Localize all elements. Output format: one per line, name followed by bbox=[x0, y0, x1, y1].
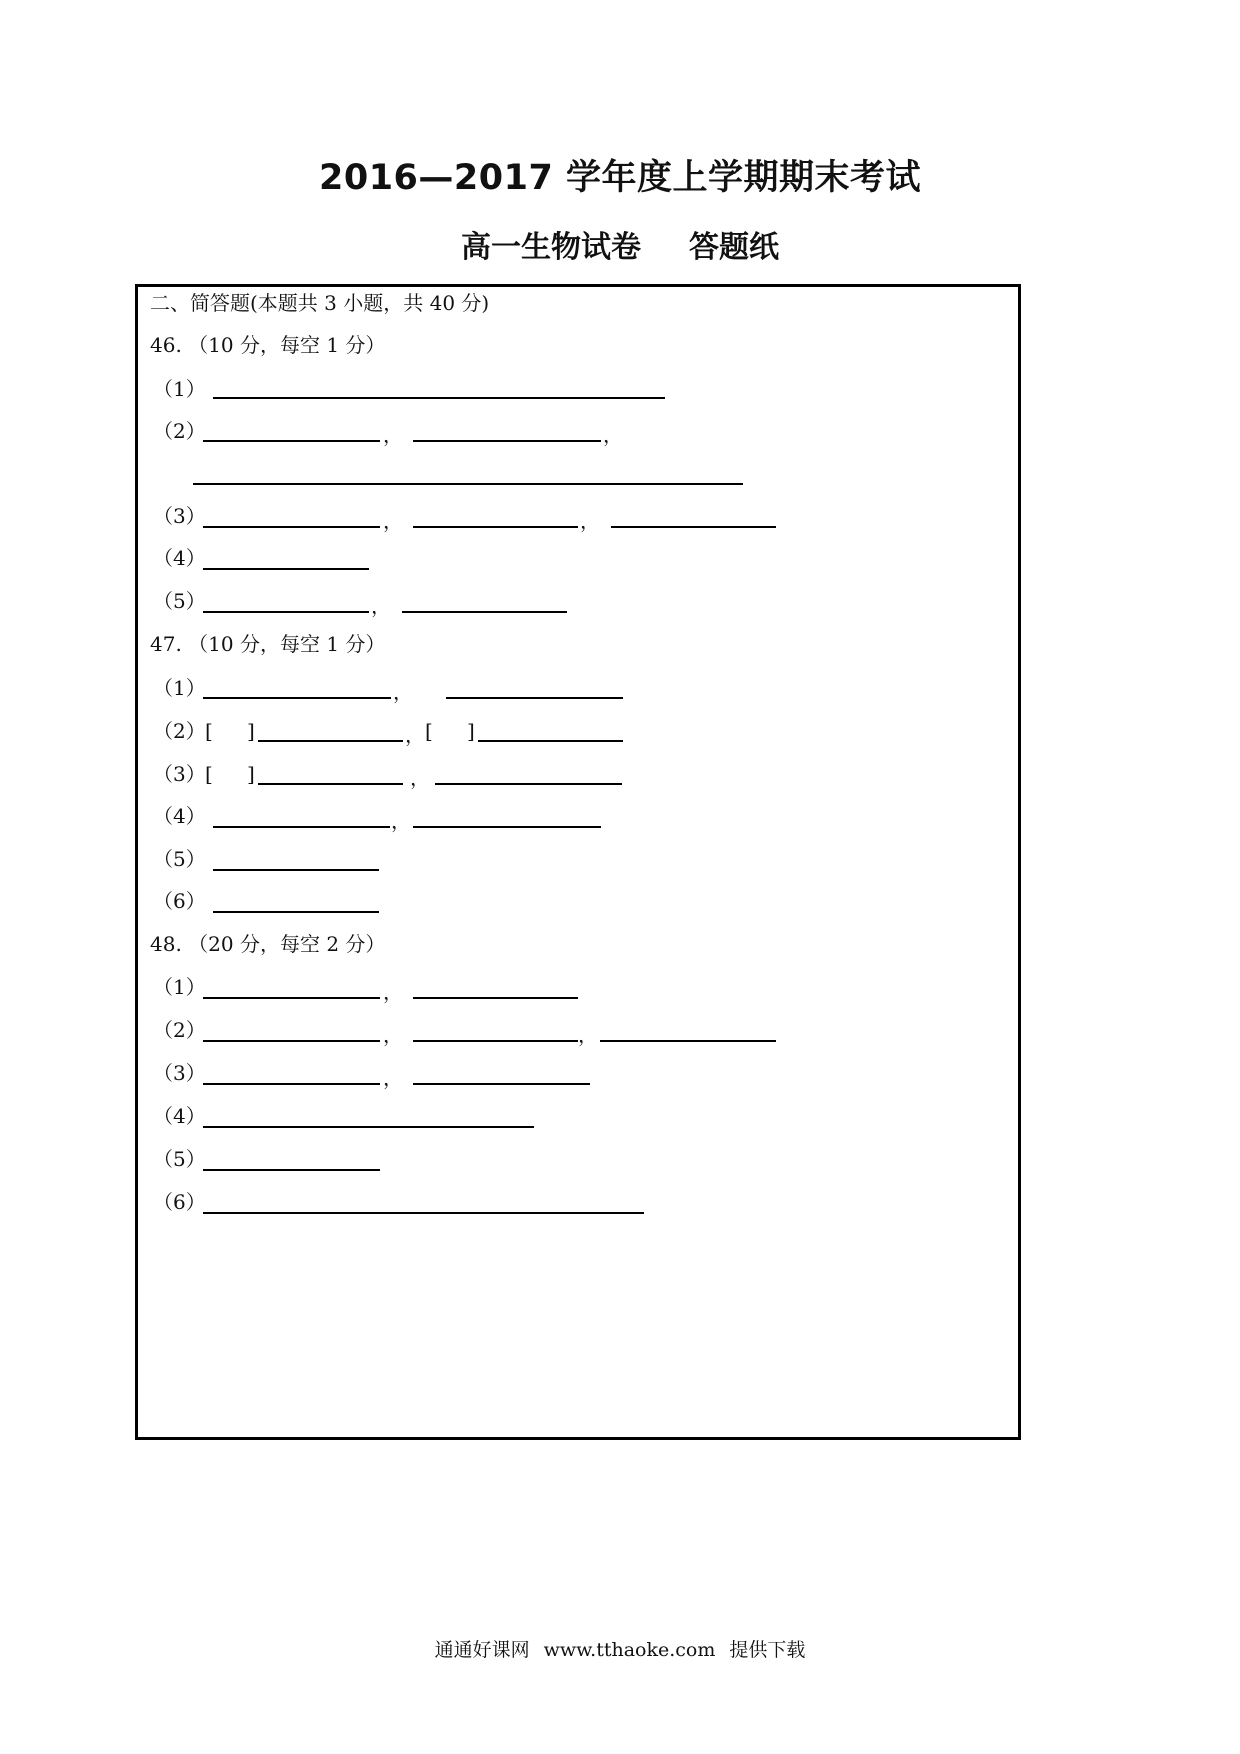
comma: ， bbox=[383, 1023, 403, 1047]
q47-part-2-label: （2） bbox=[153, 719, 206, 743]
footer-url-link[interactable]: www.tthaoke.com bbox=[543, 1639, 716, 1661]
question-47-label: 47. （10 分，每空 1 分） bbox=[150, 632, 386, 656]
q48-part-3-label: （3） bbox=[153, 1061, 206, 1085]
q47-part-4-label: （4） bbox=[153, 804, 206, 828]
answer-sheet-label: 答题纸 bbox=[689, 230, 779, 265]
footer-site-name: 通通好课网 bbox=[434, 1639, 530, 1661]
question-48-label: 48. （20 分，每空 2 分） bbox=[150, 932, 386, 956]
q46-1-blank[interactable] bbox=[213, 397, 665, 399]
comma: ， bbox=[393, 680, 413, 704]
q47-1-blank-b[interactable] bbox=[446, 697, 623, 699]
q46-2-blank-b[interactable] bbox=[413, 440, 601, 442]
q46-5-blank-a[interactable] bbox=[203, 611, 369, 613]
q47-5-blank[interactable] bbox=[213, 869, 379, 871]
footer-provide-text: 提供下载 bbox=[729, 1639, 806, 1661]
q48-part-4-label: （4） bbox=[153, 1104, 206, 1128]
q48-2-blank-c[interactable] bbox=[600, 1040, 776, 1042]
q47-part-3-label: （3） bbox=[153, 762, 206, 786]
q47-3-blank-a[interactable] bbox=[258, 783, 403, 785]
q48-3-blank-b[interactable] bbox=[413, 1083, 590, 1085]
comma: ， bbox=[383, 423, 403, 447]
q47-4-blank-a[interactable] bbox=[213, 826, 390, 828]
q48-6-blank[interactable] bbox=[203, 1212, 644, 1214]
comma: ， bbox=[580, 509, 600, 533]
bracket-close: ] bbox=[247, 719, 255, 743]
q47-part-5-label: （5） bbox=[153, 847, 206, 871]
q46-4-blank[interactable] bbox=[203, 568, 369, 570]
q46-part-5-label: （5） bbox=[153, 589, 206, 613]
comma: ， bbox=[578, 1023, 598, 1047]
q46-2-blank-a[interactable] bbox=[203, 440, 380, 442]
bracket-open: [ bbox=[425, 719, 433, 743]
q47-3-blank-b[interactable] bbox=[435, 783, 622, 785]
exam-subtitle bbox=[0, 222, 1240, 266]
bracket-close: ] bbox=[247, 762, 255, 786]
q48-part-5-label: （5） bbox=[153, 1147, 206, 1171]
q48-3-blank-a[interactable] bbox=[203, 1083, 380, 1085]
answer-box bbox=[135, 284, 1021, 1440]
comma: ， bbox=[603, 423, 623, 447]
comma: ， bbox=[391, 809, 411, 833]
q47-part-6-label: （6） bbox=[153, 889, 206, 913]
comma: ， bbox=[383, 509, 403, 533]
subject-title: 高一生物试卷 bbox=[461, 230, 641, 265]
bracket-close: ] bbox=[467, 719, 475, 743]
q47-6-blank[interactable] bbox=[213, 911, 379, 913]
q47-2-blank-b[interactable] bbox=[478, 740, 623, 742]
comma: ， bbox=[371, 594, 391, 618]
q48-1-blank-a[interactable] bbox=[203, 997, 380, 999]
q46-part-3-label: （3） bbox=[153, 504, 206, 528]
q46-3-blank-c[interactable] bbox=[611, 526, 776, 528]
q46-part-2-label: （2） bbox=[153, 419, 206, 443]
q48-4-blank[interactable] bbox=[203, 1126, 534, 1128]
q48-part-2-label: （2） bbox=[153, 1018, 206, 1042]
q46-part-1-label: （1） bbox=[153, 377, 206, 401]
q46-5-blank-b[interactable] bbox=[402, 611, 567, 613]
bracket-open: [ bbox=[205, 719, 213, 743]
bracket-open: [ bbox=[205, 762, 213, 786]
q48-5-blank[interactable] bbox=[203, 1169, 380, 1171]
comma: ， bbox=[405, 723, 425, 747]
comma: ， bbox=[410, 766, 430, 790]
q48-part-6-label: （6） bbox=[153, 1190, 206, 1214]
q47-part-1-label: （1） bbox=[153, 676, 206, 700]
comma: ， bbox=[383, 1066, 403, 1090]
q48-2-blank-b[interactable] bbox=[413, 1040, 578, 1042]
exam-title: 2016—2017 学年度上学期期末考试 bbox=[318, 158, 921, 198]
q47-4-blank-b[interactable] bbox=[413, 826, 601, 828]
q46-3-blank-a[interactable] bbox=[203, 526, 380, 528]
q48-2-blank-a[interactable] bbox=[203, 1040, 380, 1042]
q48-part-1-label: （1） bbox=[153, 975, 206, 999]
q46-part-4-label: （4） bbox=[153, 546, 206, 570]
q47-1-blank-a[interactable] bbox=[203, 697, 391, 699]
q46-3-blank-b[interactable] bbox=[413, 526, 578, 528]
footer bbox=[0, 1635, 1240, 1662]
section-heading: 二、简答题(本题共 3 小题，共 40 分) bbox=[150, 291, 490, 315]
q47-2-blank-a[interactable] bbox=[258, 740, 403, 742]
comma: ， bbox=[383, 980, 403, 1004]
q46-2-blank-c[interactable] bbox=[193, 483, 743, 485]
question-46-label: 46. （10 分，每空 1 分） bbox=[150, 333, 386, 357]
q48-1-blank-b[interactable] bbox=[413, 997, 578, 999]
